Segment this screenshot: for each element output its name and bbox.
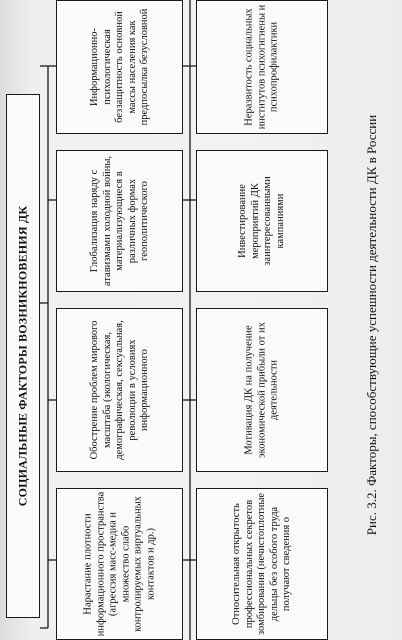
factor-box-top-4: [56, 488, 183, 640]
factor-text-top-4: Нарастание плотности информационного пространства (агрессия масс-медиа и множество слабо контролируемых виртуальных контактов и др.): [82, 491, 156, 637]
factor-text-bottom-2: Инвестирование мероприятий ДК заинтересованными кампаниями: [237, 176, 286, 266]
title-box: [6, 94, 40, 618]
factor-box-bottom-4: [196, 488, 328, 640]
factor-box-top-1: [56, 0, 183, 134]
factor-text-top-3: Обострение проблем мирового масштаба (экологическая, демографическая, сексуальная, революции в условиях информационного: [88, 320, 150, 460]
factor-text-top-2: Глобализация наряду с атавизмами холодной войны, материализующиеся в различных формах геополитического: [88, 155, 150, 287]
figure-caption: Рис. 3.2. Факторы, способствующие успешности деятельности ДК в России: [364, 114, 379, 536]
diagram-title: СОЦИАЛЬНЫЕ ФАКТОРЫ ВОЗНИКНОВЕНИЯ ДК: [15, 205, 30, 507]
factor-text-bottom-3: Мотивация ДК на получение экономической прибыли от их деятельности: [243, 322, 280, 458]
caption-area: [352, 20, 392, 630]
factor-text-bottom-1: Неразвитость социальных институтов психогигиены и психопрофилактики: [243, 4, 280, 130]
factor-text-top-1: Информационно-психологическая беззащитность основной массы населения как предпосылка безусловной: [88, 8, 150, 126]
factor-box-top-3: [56, 308, 183, 472]
factor-box-top-2: [56, 150, 183, 292]
factor-box-bottom-3: [196, 308, 328, 472]
factor-box-bottom-1: [196, 0, 328, 134]
factor-text-bottom-4: Относительная открытость профессиональных секретов зомбирования (нечистоплотные дельцы без особого труда получают сведения о: [230, 492, 292, 636]
factor-box-bottom-2: [196, 150, 328, 292]
